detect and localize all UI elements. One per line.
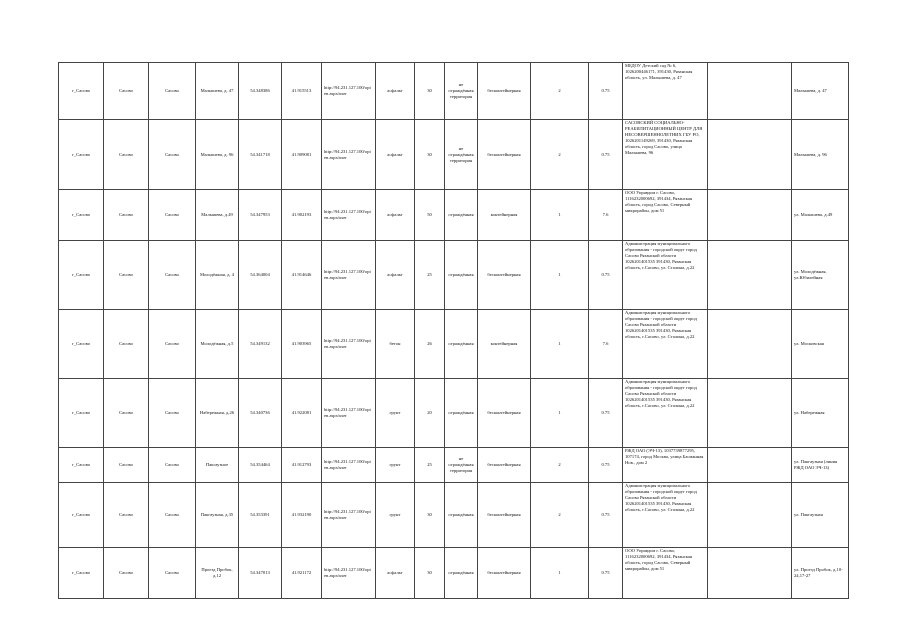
served-area-cell: ул. Пакгаузная [792, 483, 849, 548]
surface-cell: асфальт [376, 548, 415, 599]
map-link-cell: http://94.231.127.100/opi en.aspx/user [322, 310, 376, 379]
surface-cell: асфальт [376, 190, 415, 241]
municipality-cell: г_Сасово [59, 448, 104, 483]
owner-cell: ООО Управдом г. Сасово, 1116232000692, 391434, Рязанская область, город Сасово, Северный микрорайон, дом 51 [623, 548, 708, 599]
empty-cell [708, 483, 792, 548]
address-cell: Молодёжная, д.5 [196, 310, 239, 379]
map-link-cell: http://94.231.127.100/opi en.aspx/user [322, 241, 376, 310]
table-row [59, 120, 849, 190]
district-cell: Сасово [104, 548, 149, 599]
settlement-cell: Сасово [149, 241, 196, 310]
volume-cell: 0.75 [589, 379, 623, 448]
container-count-cell: 2 [531, 120, 589, 190]
owner-cell: ООО Управдом г. Сасово, 1116232000692, 391434, Рязанская область, город Сасово, Северный микрорайон, дом 51 [623, 190, 708, 241]
longitude-cell: 41.914646 [282, 241, 322, 310]
served-area-cell: ул. Пакгаузная (линия РЖД ОАО ЭЧ-13) [792, 448, 849, 483]
longitude-cell: 41.932190 [282, 483, 322, 548]
container-count-cell: 1 [531, 190, 589, 241]
table-row [59, 548, 849, 599]
settlement-cell: Сасово [149, 190, 196, 241]
settlement-cell: Сасово [149, 379, 196, 448]
settlement-cell: Сасово [149, 448, 196, 483]
area-cell: 20 [415, 379, 445, 448]
volume-cell: 0.75 [589, 241, 623, 310]
volume-cell: 0.75 [589, 63, 623, 120]
empty-cell [708, 63, 792, 120]
volume-cell: 0.75 [589, 448, 623, 483]
empty-cell [708, 548, 792, 599]
volume-cell: 7.6 [589, 310, 623, 379]
served-area-cell: ул. Набережная [792, 379, 849, 448]
municipality-cell: г_Сасово [59, 241, 104, 310]
surface-cell: асфальт [376, 120, 415, 190]
fence-cell: ограждённая [445, 379, 478, 448]
empty-cell [708, 190, 792, 241]
fence-cell: не ограждённая территория [445, 448, 478, 483]
served-area-cell: Малышева, д. 47 [792, 63, 849, 120]
district-cell: Сасово [104, 379, 149, 448]
area-cell: 30 [415, 483, 445, 548]
container-count-cell: 1 [531, 310, 589, 379]
longitude-cell: 41.915513 [282, 63, 322, 120]
district-cell: Сасово [104, 310, 149, 379]
loading-type-cell: контейнерная [478, 310, 531, 379]
owner-cell: САСОВСКИЙ СОЦИАЛЬНО-РЕАБИЛИТАЦИОННЫЙ ЦЕНТР ДЛЯ НЕСОВЕРШЕННОЛЕТНИХ ГБУ РО, 1026201149269, 391430, Рязанская область, город Сасово, улица Малышева, 96 [623, 120, 708, 190]
address-cell: Молодёжная, д. 4 [196, 241, 239, 310]
owner-cell: РЖД ОАО (ЭЧ-13), 1037739877295, 107174, город Москва, улица Басманная Нов., дом 2 [623, 448, 708, 483]
municipality-cell: г_Сасово [59, 483, 104, 548]
loading-type-cell: бесконтейнерная [478, 448, 531, 483]
address-cell: Набережная, д.26 [196, 379, 239, 448]
longitude-cell: 41.922081 [282, 379, 322, 448]
surface-cell: грунт [376, 483, 415, 548]
map-link-cell: http://94.231.127.100/opi en.aspx/user [322, 379, 376, 448]
district-cell: Сасово [104, 190, 149, 241]
volume-cell: 0.75 [589, 483, 623, 548]
owner-cell: Администрация муниципального образования - городской округ город Сасово Рязанской области 1026201401535 391430, Рязанская область, г.Сасово, ул. Сталина, д.22 [623, 483, 708, 548]
surface-cell: асфальт [376, 241, 415, 310]
surface-cell: грунт [376, 448, 415, 483]
area-cell: 30 [415, 63, 445, 120]
volume-cell: 7.6 [589, 190, 623, 241]
served-area-cell: ул. Молодёжная, ул.Юбилейная [792, 241, 849, 310]
container-count-cell: 2 [531, 63, 589, 120]
settlement-cell: Сасово [149, 120, 196, 190]
address-cell: Малышева, д. 47 [196, 63, 239, 120]
area-cell: 50 [415, 190, 445, 241]
latitude-cell: 54.349132 [239, 310, 282, 379]
empty-cell [708, 241, 792, 310]
latitude-cell: 54.341718 [239, 120, 282, 190]
empty-cell [708, 379, 792, 448]
container-count-cell: 1 [531, 379, 589, 448]
map-link-cell: http://94.231.127.100/opi en.aspx/user [322, 120, 376, 190]
loading-type-cell: бесконтейнерная [478, 241, 531, 310]
owner-cell: Администрация муниципального образования - городской округ город Сасово Рязанской области 1026201401535 391430, Рязанская область, г.Сасово, ул. Сталина, д.22 [623, 241, 708, 310]
area-cell: 30 [415, 548, 445, 599]
latitude-cell: 54.347013 [239, 548, 282, 599]
table-row [59, 483, 849, 548]
settlement-cell: Сасово [149, 310, 196, 379]
fence-cell: не ограждённая территория [445, 63, 478, 120]
municipality-cell: г_Сасово [59, 120, 104, 190]
district-cell: Сасово [104, 448, 149, 483]
table-row [59, 379, 849, 448]
empty-cell [708, 448, 792, 483]
longitude-cell: 41.921172 [282, 548, 322, 599]
container-count-cell: 2 [531, 483, 589, 548]
district-cell: Сасово [104, 63, 149, 120]
table-row [59, 63, 849, 120]
longitude-cell: 41.902193 [282, 190, 322, 241]
latitude-cell: 54.354464 [239, 448, 282, 483]
district-cell: Сасово [104, 483, 149, 548]
table-body [59, 63, 849, 599]
fence-cell: ограждённая [445, 241, 478, 310]
served-area-cell: ул. Малышева, д.49 [792, 190, 849, 241]
address-cell: Малышева, д. 96 [196, 120, 239, 190]
owner-cell: Администрация муниципального образования - городской округ город Сасово Рязанской области 1026201401535 391430, Рязанская область, г.Сасово, ул. Сталина, д.22 [623, 379, 708, 448]
municipality-cell: г_Сасово [59, 379, 104, 448]
table-row [59, 310, 849, 379]
municipality-cell: г_Сасово [59, 548, 104, 599]
map-link-cell: http://94.231.127.100/opi en.aspx/user [322, 448, 376, 483]
area-cell: 25 [415, 448, 445, 483]
settlement-cell: Сасово [149, 63, 196, 120]
map-link-cell: http://94.231.127.100/opi en.aspx/user [322, 483, 376, 548]
owner-cell: МБДОУ Детский сад № 6, 1026200446171, 391430, Рязанская область, ул. Малышева, д. 47 [623, 63, 708, 120]
loading-type-cell: бесконтейнерная [478, 63, 531, 120]
fence-cell: ограждённая [445, 548, 478, 599]
latitude-cell: 54.340736 [239, 379, 282, 448]
empty-cell [708, 120, 792, 190]
loading-type-cell: бесконтейнерная [478, 120, 531, 190]
address-cell: Пакгаузная, д.35 [196, 483, 239, 548]
latitude-cell: 54.347953 [239, 190, 282, 241]
fence-cell: не ограждённая территория [445, 120, 478, 190]
empty-cell [708, 310, 792, 379]
latitude-cell: 54.364004 [239, 241, 282, 310]
area-cell: 26 [415, 310, 445, 379]
map-link-cell: http://94.231.127.100/opi en.aspx/user [322, 548, 376, 599]
address-cell: Пакгаузное [196, 448, 239, 483]
container-count-cell: 1 [531, 241, 589, 310]
settlement-cell: Сасово [149, 548, 196, 599]
address-cell: Малышева, д.49 [196, 190, 239, 241]
longitude-cell: 41.903965 [282, 310, 322, 379]
waste-sites-table [58, 62, 849, 599]
municipality-cell: г_Сасово [59, 310, 104, 379]
district-cell: Сасово [104, 241, 149, 310]
loading-type-cell: бесконтейнерная [478, 483, 531, 548]
served-area-cell: ул. Московская [792, 310, 849, 379]
area-cell: 30 [415, 120, 445, 190]
settlement-cell: Сасово [149, 483, 196, 548]
table-row [59, 241, 849, 310]
surface-cell: асфальт [376, 63, 415, 120]
latitude-cell: 54.353391 [239, 483, 282, 548]
served-area-cell: ул. Проезд Пробок, д.10-24,17-27 [792, 548, 849, 599]
volume-cell: 0.75 [589, 120, 623, 190]
container-count-cell: 1 [531, 548, 589, 599]
loading-type-cell: бесконтейнерная [478, 379, 531, 448]
longitude-cell: 41.909081 [282, 120, 322, 190]
fence-cell: ограждённая [445, 310, 478, 379]
container-count-cell: 2 [531, 448, 589, 483]
volume-cell: 0.75 [589, 548, 623, 599]
surface-cell: грунт [376, 379, 415, 448]
municipality-cell: г_Сасово [59, 63, 104, 120]
area-cell: 25 [415, 241, 445, 310]
loading-type-cell: контейнерная [478, 190, 531, 241]
longitude-cell: 41.912793 [282, 448, 322, 483]
owner-cell: Администрация муниципального образования - городской округ город Сасово Рязанской области 1026201401535 391430, Рязанская область, г.Сасово, ул. Сталина, д.22 [623, 310, 708, 379]
district-cell: Сасово [104, 120, 149, 190]
fence-cell: ограждённая [445, 483, 478, 548]
fence-cell: ограждённая [445, 190, 478, 241]
municipality-cell: г_Сасово [59, 190, 104, 241]
map-link-cell: http://94.231.127.100/opi en.aspx/user [322, 190, 376, 241]
table-row [59, 190, 849, 241]
served-area-cell: Малышева, д. 96 [792, 120, 849, 190]
map-link-cell: http://94.231.127.100/opi en.aspx/user [322, 63, 376, 120]
surface-cell: бетон [376, 310, 415, 379]
address-cell: Проезд Пробок, д.12 [196, 548, 239, 599]
loading-type-cell: бесконтейнерная [478, 548, 531, 599]
latitude-cell: 54.348386 [239, 63, 282, 120]
table-row [59, 448, 849, 483]
